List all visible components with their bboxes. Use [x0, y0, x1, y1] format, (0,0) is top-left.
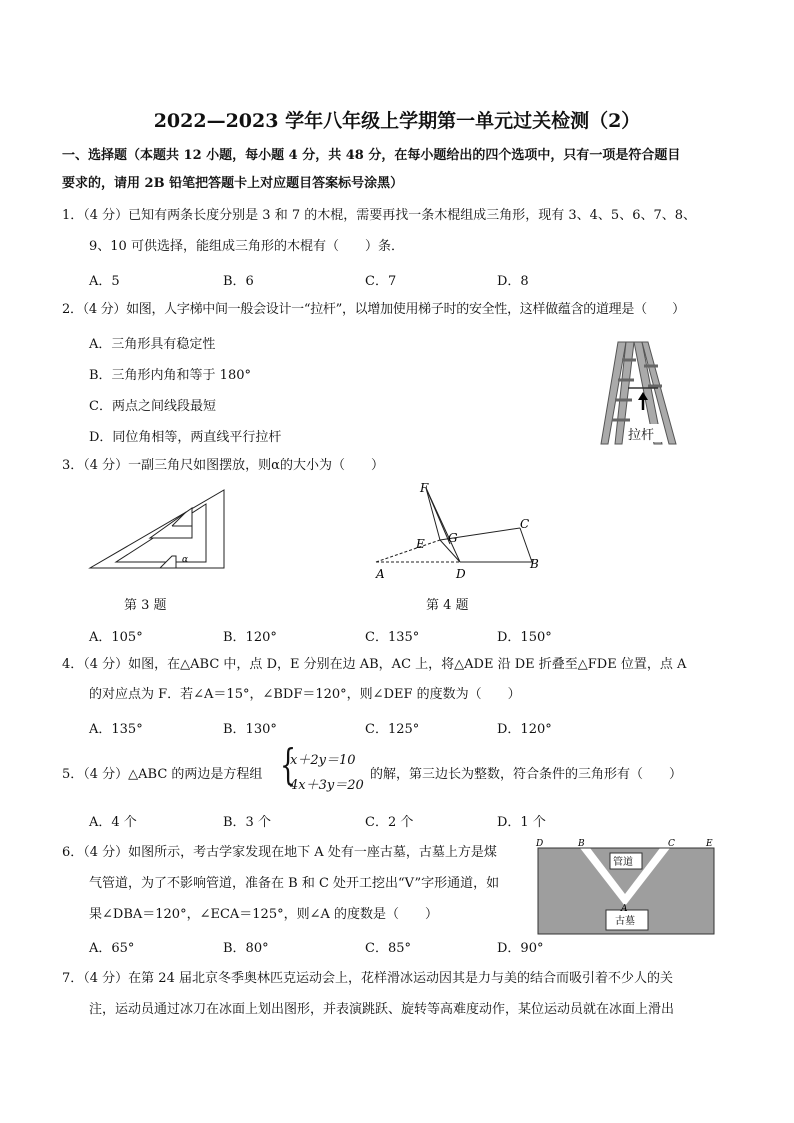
q2-option-d: D．同位角相等，两直线平行拉杆 [89, 430, 282, 445]
q2-line1: 2．（4 分）如图，人字梯中间一般会设计一“拉杆”，以增加使用梯子时的安全性，这样做蕴含的道理是（ ） [62, 302, 685, 317]
alpha-label: α [182, 555, 189, 565]
label-b6: B [578, 839, 585, 849]
q7-line2: 注，运动员通过冰刀在冰面上划出图形，并表演跳跃、旋转等高难度动作，某位运动员就在冰面上滑出 [89, 1002, 675, 1017]
q2-option-a: A．三角形具有稳定性 [89, 337, 216, 352]
label-f: F [420, 481, 429, 495]
q5-option-c: C．2 个 [365, 815, 414, 830]
q4-option-c: C．125° [365, 722, 420, 737]
q1-option-b: B．6 [223, 274, 254, 289]
q5-suffix: 的解，第三边长为整数，符合条件的三角形有（ ） [370, 767, 683, 782]
q4-option-d: D．120° [497, 722, 552, 737]
ladder-figure [596, 336, 686, 452]
q5-eq1: x＋2y＝10 [290, 753, 356, 768]
q1-option-a: A．5 [89, 274, 120, 289]
ladder-drawing [596, 336, 686, 452]
label-c: C [520, 517, 530, 531]
q3-line1: 3．（4 分）一副三角尺如图摆放，则α的大小为（ ） [62, 458, 384, 473]
tomb-label: 古墓 [615, 916, 635, 927]
q5-eq2: 4x＋3y＝20 [290, 778, 364, 793]
label-e6: E [706, 839, 713, 849]
q3-option-b: B．120° [223, 630, 277, 645]
set-square-figure [86, 486, 236, 578]
q6-line2: 气管道，为了不影响管道，准备在 B 和 C 处开工挖出“V”字形通道，如 [89, 876, 500, 891]
ladder-label: 拉杆 [628, 428, 655, 443]
q4-option-a: A．135° [89, 722, 143, 737]
q3-option-d: D．150° [497, 630, 552, 645]
page-title: 2022—2023 学年八年级上学期第一单元过关检测（2） [153, 110, 641, 132]
q2-option-b: B．三角形内角和等于 180° [89, 368, 251, 383]
fold-triangle-figure [370, 478, 550, 584]
q5-option-a: A．4 个 [89, 815, 137, 830]
q2-option-c: C．两点之间线段最短 [89, 399, 216, 414]
label-e: E [416, 537, 425, 551]
q5-prefix: 5．（4 分）△ABC 的两边是方程组 [62, 767, 263, 782]
label-g: G [448, 531, 458, 545]
label-d: D [456, 567, 466, 581]
label-d6: D [536, 839, 544, 849]
q3-option-c: C．135° [365, 630, 420, 645]
q7-line1: 7．（4 分）在第 24 届北京冬季奥林匹克运动会上，花样滑冰运动因其是力与美的结合而吸引着不少人的关 [62, 971, 673, 986]
q1-line2: 9、10 可供选择，能组成三角形的木棍有（ ）条． [89, 239, 404, 254]
label-a: A [376, 567, 385, 581]
q5-option-b: B．3 个 [223, 815, 271, 830]
q4-option-b: B．130° [223, 722, 277, 737]
fig3-caption: 第 3 题 [124, 598, 167, 613]
section-heading-line2: 要求的，请用 2B 铅笔把答题卡上对应题目答案标号涂黑） [62, 176, 404, 191]
q1-option-d: D．8 [497, 274, 529, 289]
q4-line2: 的对应点为 F．若∠A＝15°，∠BDF＝120°，则∠DEF 的度数为（ ） [89, 687, 521, 702]
fig4-caption: 第 4 题 [426, 598, 469, 613]
q6-option-b: B．80° [223, 941, 269, 956]
q5-option-d: D．1 个 [497, 815, 546, 830]
q6-option-c: C．85° [365, 941, 411, 956]
q5-brace: { [280, 740, 297, 789]
q6-option-a: A．65° [89, 941, 135, 956]
q1-option-c: C．7 [365, 274, 397, 289]
q6-line1: 6．（4 分）如图所示，考古学家发现在地下 A 处有一座古墓，古墓上方是煤 [62, 845, 497, 860]
q1-line1: 1．（4 分）已知有两条长度分别是 3 和 7 的木棍，需要再找一条木棍组成三角形，现有 3、4、5、6、7、8、 [62, 208, 697, 223]
q6-option-d: D．90° [497, 941, 544, 956]
tomb-figure [534, 836, 724, 936]
label-c6: C [668, 839, 675, 849]
q6-line3: 果∠DBA＝120°，∠ECA＝125°，则∠A 的度数是（ ） [89, 907, 439, 922]
q3-option-a: A．105° [89, 630, 143, 645]
q4-line1: 4．（4 分）如图，在△ABC 中，点 D，E 分别在边 AB，AC 上，将△ADE 沿 DE 折叠至△FDE 位置，点 A [62, 657, 687, 672]
label-b: B [530, 557, 539, 571]
pipe-label: 管道 [613, 857, 633, 868]
label-a6: A [621, 904, 628, 914]
section-heading-line1: 一、选择题（本题共 12 小题，每小题 4 分，共 48 分，在每小题给出的四个选项中，只有一项是符合题目 [62, 148, 681, 163]
